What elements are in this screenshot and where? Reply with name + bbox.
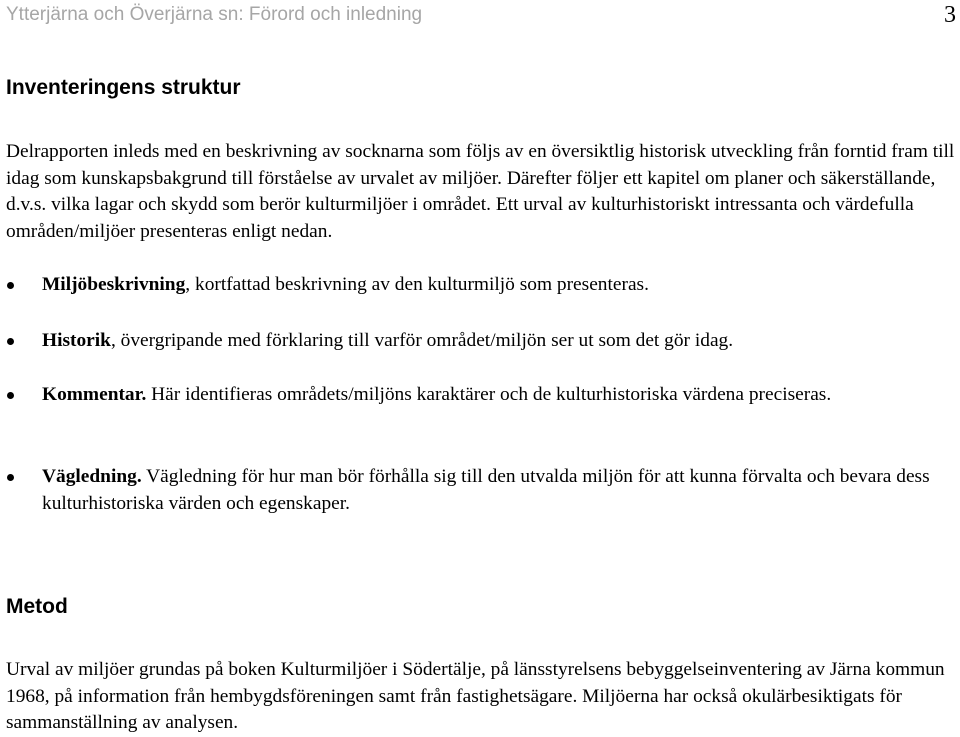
running-header	[6, 2, 956, 32]
bullet-term: Kommentar.	[42, 384, 147, 405]
bullet-description: Här identifieras områdets/miljöns karaktärer och de kulturhistoriska värdena preciseras.	[146, 384, 832, 405]
running-header-title: Ytterjärna och Överjärna sn: Förord och inledning	[6, 4, 423, 25]
bullet-icon	[7, 338, 14, 345]
page-number: 3	[944, 2, 956, 28]
bullet-text	[42, 272, 954, 299]
bullet-text	[42, 382, 954, 409]
structure-intro-paragraph: Delrapporten inleds med en beskrivning av socknarna som följs av en översiktlig historisk utveckling från forntid fram till idag som kunskapsbakgrund till förståelse av urvalet av miljöer. Därefter följer ett kapitel om planer och säkerställande, d.v.s. vilka lagar och skydd som berör kulturmiljöer i området. Ett urval av kulturhistoriskt intressanta och värdefulla områden/miljöer presenteras enligt nedan.	[6, 141, 955, 242]
method-heading: Metod	[6, 595, 68, 618]
bullet-description: , övergripande med förklaring till varför området/miljön ser ut som det gör idag.	[110, 330, 734, 351]
bullet-text	[42, 464, 954, 517]
bullet-text	[42, 328, 954, 355]
bullet-term: Vägledning.	[42, 466, 142, 487]
bullet-description: , kortfattad beskrivning av den kulturmiljö som presenteras.	[185, 274, 649, 295]
bullet-term: Miljöbeskrivning	[42, 274, 186, 295]
method-paragraph: Urval av miljöer grundas på boken Kulturmiljöer i Södertälje, på länsstyrelsens bebyggelseinventering av Järna kommun 1968, på information från hembygdsföreningen samt från fastighetsägare. Miljöerna har också okulärbesiktigats för sammanställning av analysen.	[6, 659, 945, 733]
structure-heading: Inventeringens struktur	[6, 76, 241, 99]
bullet-icon	[7, 282, 14, 289]
bullet-description: Vägledning för hur man bör förhålla sig till den utvalda miljön för att kunna förvalta och bevara dess kulturhistoriska värden och egenskaper.	[42, 466, 930, 514]
bullet-term: Historik	[42, 330, 111, 351]
bullet-icon	[7, 392, 14, 399]
bullet-icon	[7, 474, 14, 481]
